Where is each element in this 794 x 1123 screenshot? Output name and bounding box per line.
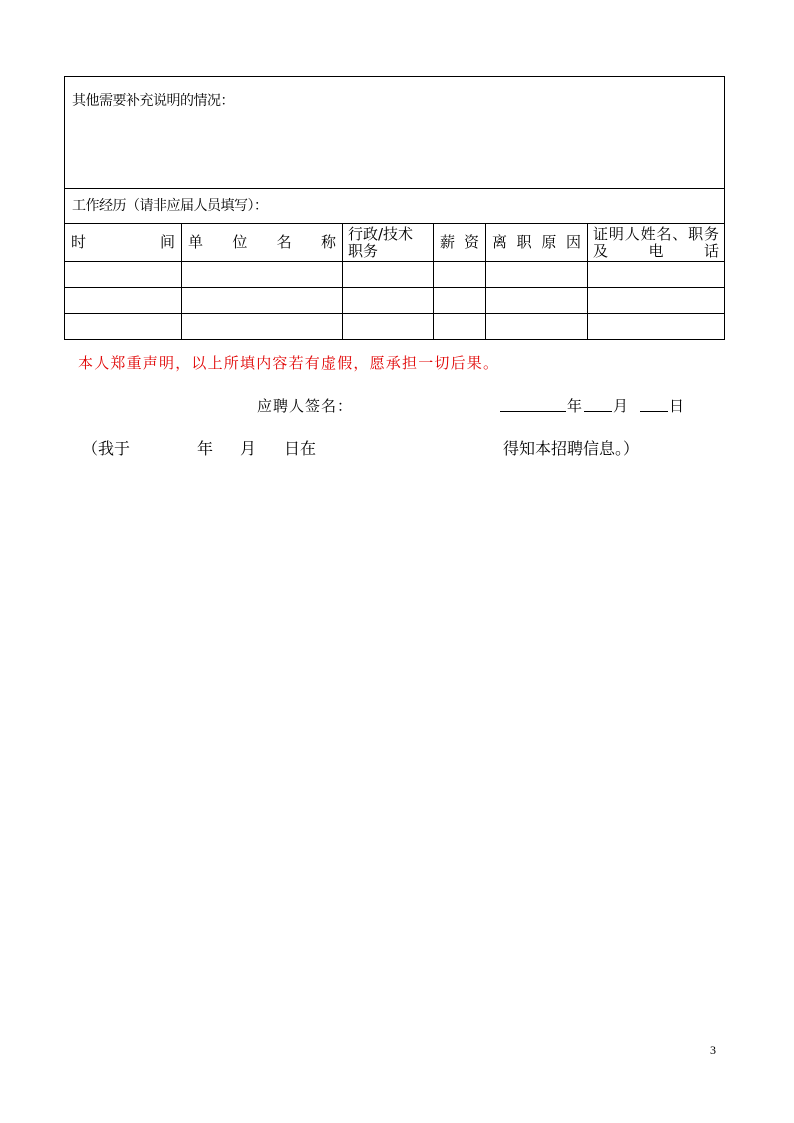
header-reference-label: 证明人姓名、职务及电话	[593, 224, 720, 260]
table-cell[interactable]	[182, 314, 343, 340]
table-cell[interactable]	[434, 314, 486, 340]
signature-year-blank[interactable]	[500, 411, 566, 412]
signature-day-blank[interactable]	[640, 411, 668, 412]
table-row	[65, 262, 725, 288]
table-cell[interactable]	[588, 262, 725, 288]
experience-header-row	[65, 224, 725, 262]
table-cell[interactable]	[65, 262, 182, 288]
info-source-month: 月	[240, 439, 257, 458]
table-cell[interactable]	[182, 262, 343, 288]
page-number: 3	[710, 1043, 716, 1057]
header-position-label: 行政/技术职务	[348, 224, 414, 260]
header-salary-label: 薪 资	[440, 233, 479, 251]
info-source-open: （我于	[82, 439, 131, 458]
table-cell[interactable]	[588, 314, 725, 340]
header-salary	[434, 224, 486, 262]
table-cell[interactable]	[486, 288, 588, 314]
signature-month-blank[interactable]	[584, 411, 612, 412]
table-cell[interactable]	[65, 288, 182, 314]
table-cell[interactable]	[343, 314, 434, 340]
header-time-label: 时 间	[71, 233, 175, 251]
info-source-day-at: 日在	[284, 439, 317, 458]
header-company-label: 单 位 名 称	[188, 233, 336, 251]
experience-title: 工作经历（请非应届人员填写）：	[72, 198, 268, 214]
header-reference	[588, 224, 725, 262]
table-row	[65, 288, 725, 314]
signature-day-label: 日	[669, 397, 685, 415]
experience-title-row	[65, 189, 725, 224]
table-cell[interactable]	[434, 288, 486, 314]
header-time	[65, 224, 182, 262]
info-source-close: 得知本招聘信息。）	[503, 439, 640, 458]
notes-cell[interactable]	[65, 77, 725, 189]
application-form-table	[64, 76, 725, 340]
header-position	[343, 224, 434, 262]
table-cell[interactable]	[588, 288, 725, 314]
signature-month-label: 月	[613, 397, 629, 415]
header-company	[182, 224, 343, 262]
notes-row	[65, 77, 725, 189]
table-cell[interactable]	[486, 314, 588, 340]
table-cell[interactable]	[343, 262, 434, 288]
table-cell[interactable]	[343, 288, 434, 314]
header-leave-reason-label: 离 职 原 因	[492, 233, 581, 251]
table-cell[interactable]	[182, 288, 343, 314]
header-leave-reason	[486, 224, 588, 262]
signature-year-label: 年	[567, 397, 583, 415]
experience-title-cell	[65, 189, 725, 224]
table-row	[65, 314, 725, 340]
notes-label: 其他需要补充说明的情况：	[72, 93, 234, 109]
table-cell[interactable]	[65, 314, 182, 340]
signature-label: 应聘人签名：	[257, 397, 354, 415]
table-cell[interactable]	[486, 262, 588, 288]
info-source-year: 年	[197, 439, 214, 458]
declaration-statement: 本人郑重声明，以上所填内容若有虚假，愿承担一切后果。	[78, 354, 500, 372]
table-cell[interactable]	[434, 262, 486, 288]
